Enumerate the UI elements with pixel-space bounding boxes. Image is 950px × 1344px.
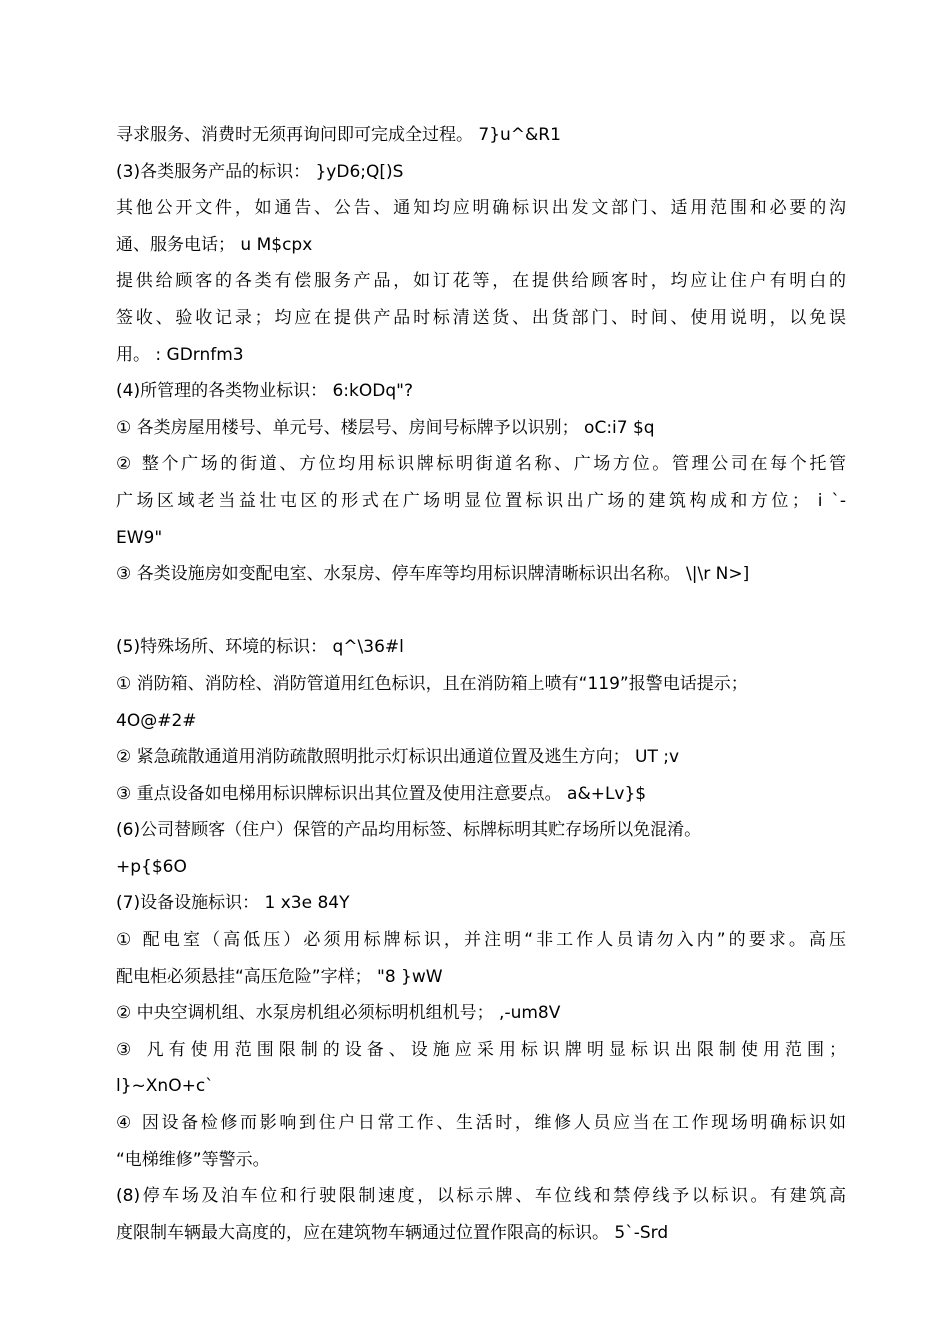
- section-heading: (3)各类服务产品的标识： }yD6;Q[)S: [116, 161, 404, 182]
- blank-line: [116, 593, 846, 630]
- list-item: ① 各类房屋用楼号、单元号、楼层号、房间号标牌予以识别； oC:i7 $q: [116, 417, 655, 438]
- text-line: +p{$6O: [116, 856, 187, 877]
- section-heading: (6)公司替顾客（住户）保管的产品均用标签、标牌标明其贮存场所以免混淆。: [116, 820, 702, 841]
- section-heading: (4)所管理的各类物业标识： 6:kODq"?: [116, 381, 413, 402]
- text-line: 配电柜必须悬挂“高压危险”字样； "8 }wW: [116, 966, 443, 987]
- list-item: ② 紧急疏散通道用消防疏散照明批示灯标识出通道位置及逃生方向； UT ;v: [116, 747, 680, 768]
- text-line: l}~XnO+c`: [116, 1076, 214, 1097]
- text-line: 通、服务电话； u M$cpx: [116, 234, 313, 255]
- section-heading: (5)特殊场所、环境的标识： q^\36#l: [116, 637, 404, 658]
- list-item: ④ 因设备检修而影响到住户日常工作、生活时，维修人员应当在工作现场明确标识如: [116, 1113, 846, 1134]
- text-line: 用。 : GDrnfm3: [116, 344, 244, 365]
- list-item: ① 消防箱、消防栓、消防管道用红色标识，且在消防箱上喷有“119”报警电话提示；: [116, 673, 748, 694]
- list-item: ③ 凡有使用范围限制的设备、设施应采用标识牌明显标识出限制使用范围；: [116, 1039, 846, 1060]
- section-heading: (8)停车场及泊车位和行驶限制速度，以标示牌、车位线和禁停线予以标识。有建筑高: [116, 1186, 846, 1207]
- list-item: ① 配电室（高低压）必须用标牌标识，并注明“非工作人员请勿入内”的要求。高压: [116, 930, 846, 951]
- text-line: 度限制车辆最大高度的，应在建筑物车辆通过位置作限高的标识。 5`-Srd: [116, 1222, 669, 1243]
- text-line: 提供给顾客的各类有偿服务产品，如订花等，在提供给顾客时，均应让住户有明白的: [116, 271, 846, 292]
- text-line: EW9": [116, 527, 163, 548]
- list-item: ② 中央空调机组、水泵房机组必须标明机组机号； ,-um8V: [116, 1003, 561, 1024]
- text-line: 4O@#2#: [116, 710, 197, 731]
- text-line: 寻求服务、消费时无须再询问即可完成全过程。 7}u^&R1: [116, 125, 561, 145]
- text-line: 广场区域老当益壮屯区的形式在广场明显位置标识出广场的建筑构成和方位； i `-: [116, 490, 846, 511]
- list-item: ② 整个广场的街道、方位均用标识牌标明街道名称、广场方位。管理公司在每个托管: [116, 454, 846, 475]
- list-item: ③ 重点设备如电梯用标识牌标识出其位置及使用注意要点。 a&+Lv}$: [116, 783, 647, 804]
- section-heading: (7)设备设施标识： 1 x3e 84Y: [116, 893, 350, 914]
- text-line: 其他公开文件，如通告、公告、通知均应明确标识出发文部门、适用范围和必要的沟: [116, 198, 846, 219]
- text-line: “电梯维修”等警示。: [116, 1149, 270, 1170]
- list-item: ③ 各类设施房如变配电室、水泵房、停车库等均用标识牌清晰标识出名称。 \|\r N>]: [116, 564, 750, 585]
- document-body: [116, 117, 846, 1251]
- text-line: 签收、验收记录；均应在提供产品时标清送货、出货部门、时间、使用说明，以免误: [116, 307, 846, 328]
